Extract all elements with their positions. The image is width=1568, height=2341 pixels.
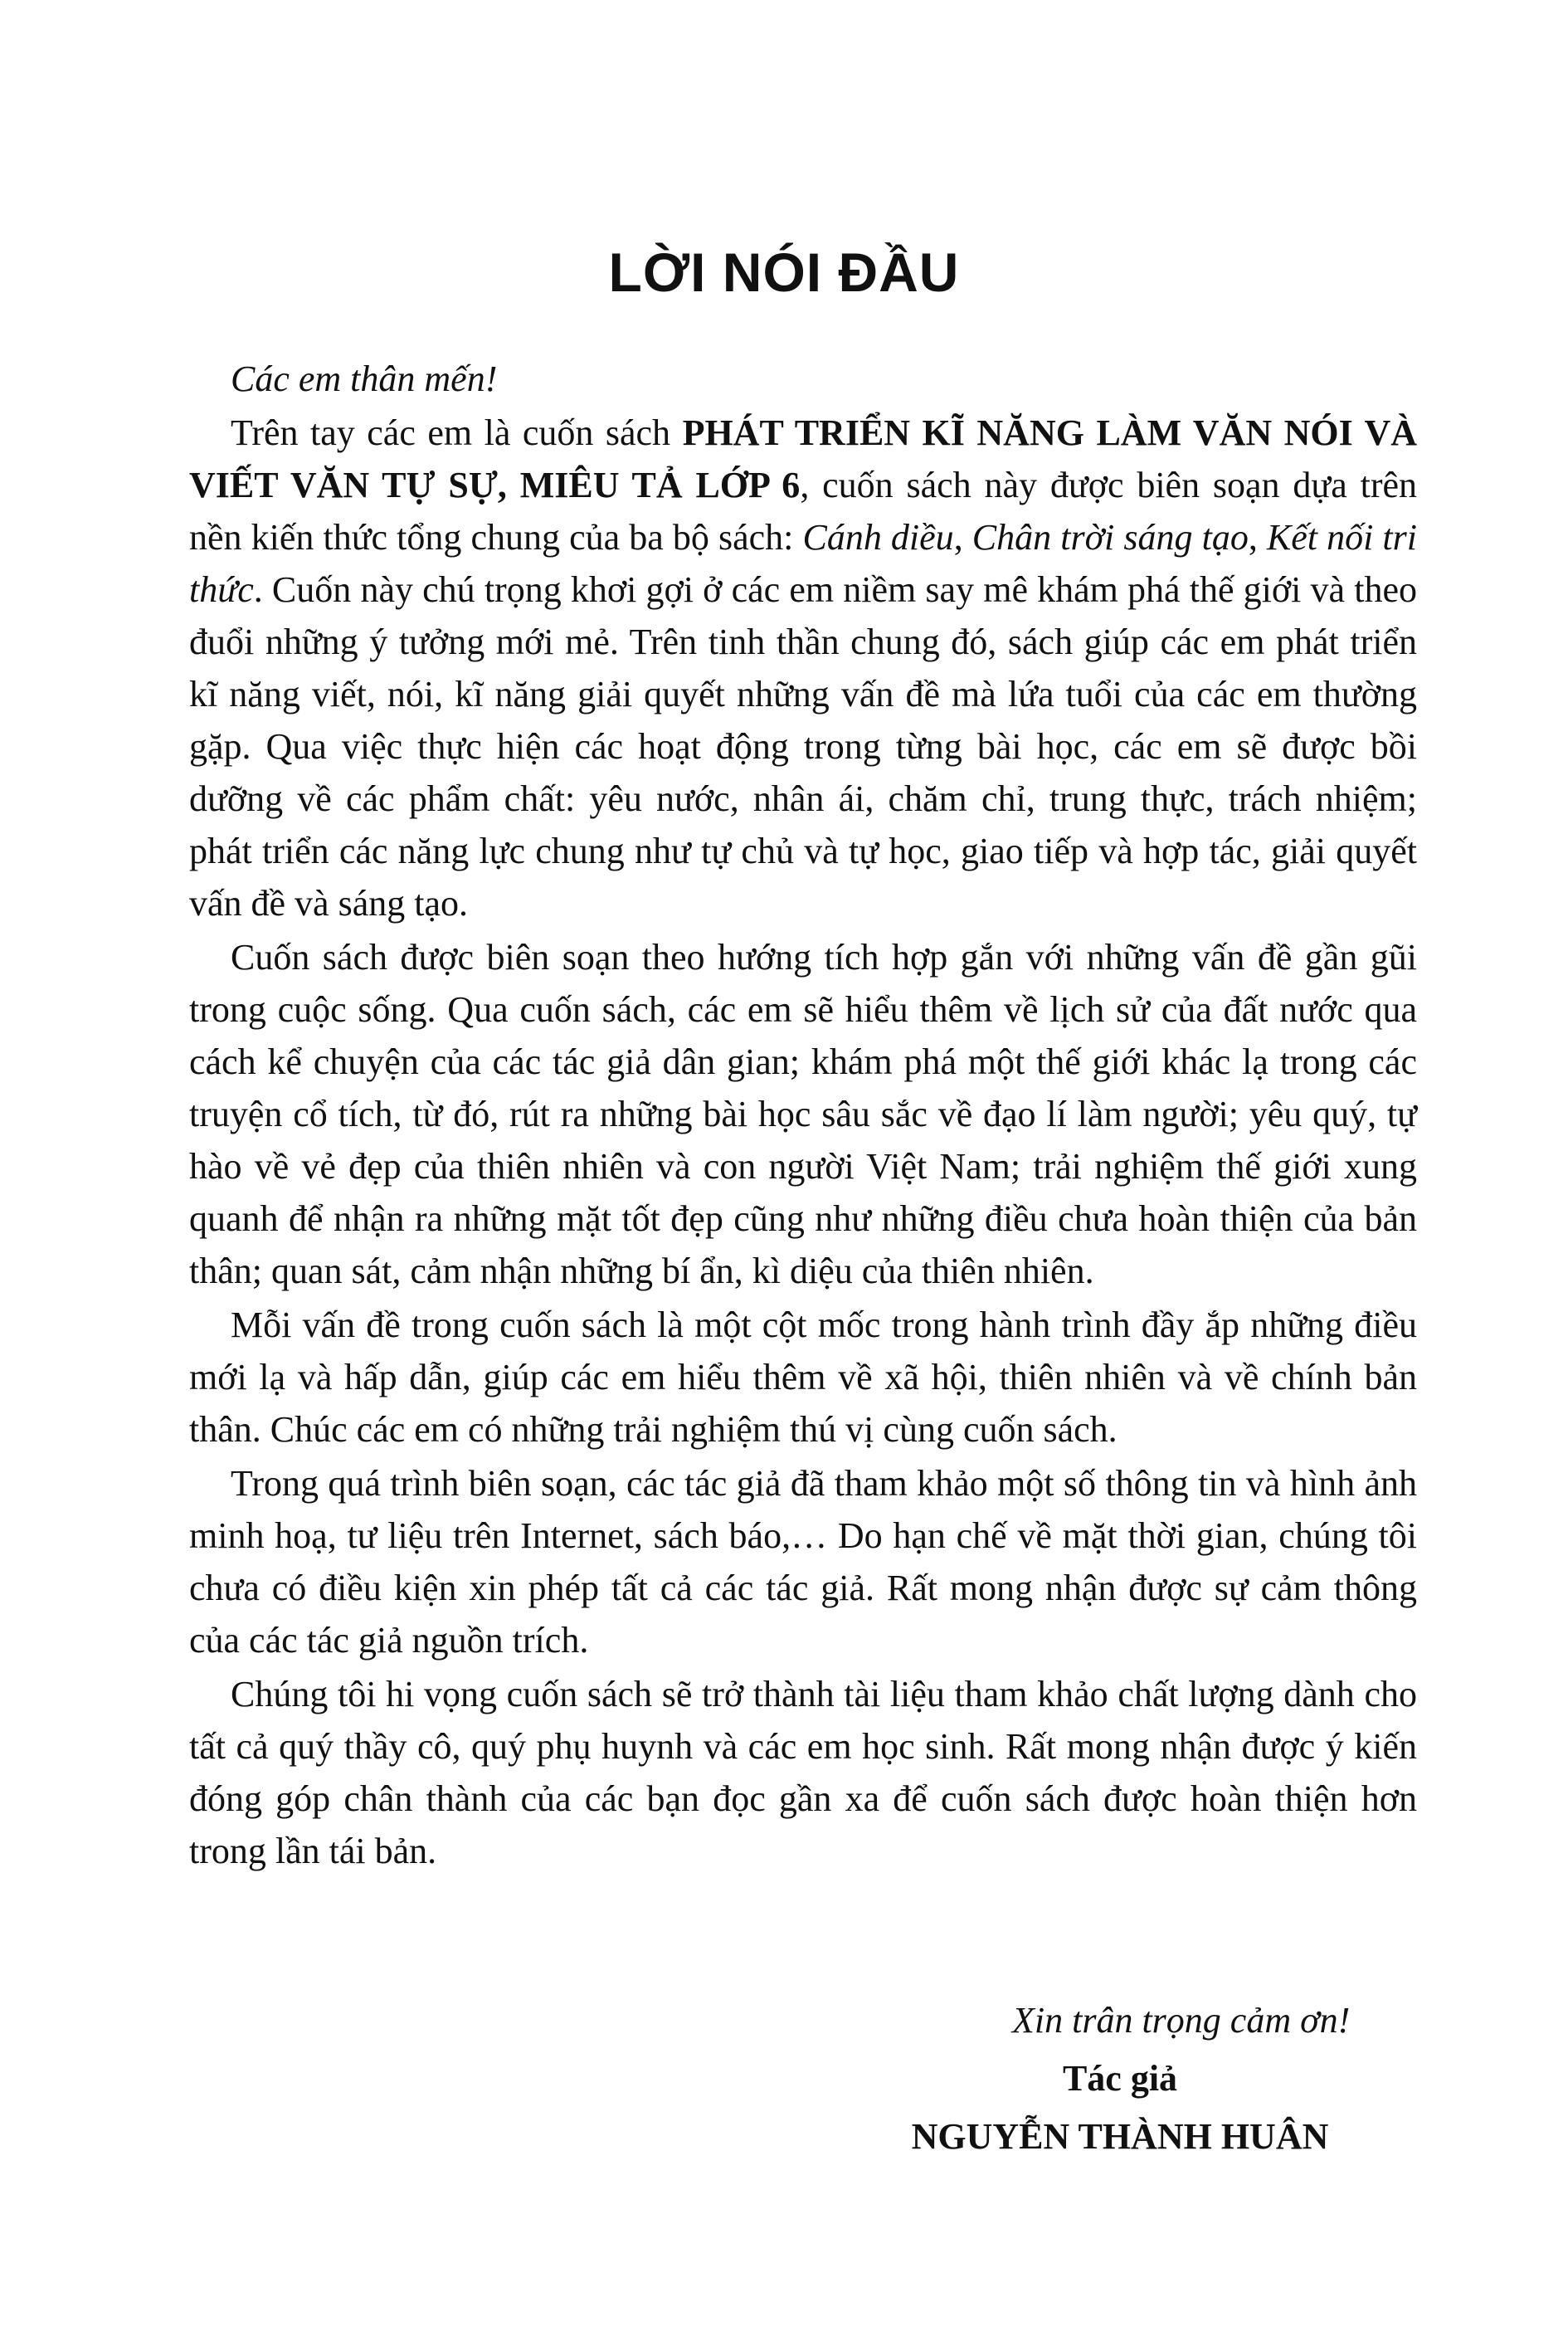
- paragraph-2: Cuốn sách được biên soạn theo hướng tích hợp gắn với những vấn đề gần gũi trong cuộc sống. Qua cuốn sách, các em sẽ hiểu thêm về lịch sử của đất nước qua cách kể chuyện của các tác giả dân gian; khám phá một thế giới khác lạ trong các truyện cổ tích, từ đó, rút ra những bài học sâu sắc về đạo lí làm người; yêu quý, tự hào về vẻ đẹp của thiên nhiên và con người Việt Nam; trải nghiệm thế giới xung quanh để nhận ra những mặt tốt đẹp cũng như những điều chưa hoàn thiện của bản thân; quan sát, cảm nhận những bí ẩn, kì diệu của thiên nhiên.: [189, 937, 1417, 1291]
- series-name-1: Cánh diều: [802, 517, 954, 558]
- book-title: PHÁT TRIỂN KĨ NĂNG LÀM VĂN NÓI VÀ VIẾT VĂN TỰ SỰ, MIÊU TẢ LỚP 6: [189, 412, 1418, 505]
- p1-continuation: , cuốn sách này được biên soạn dựa trên nền kiến thức tổng chung của ba bộ sách:: [189, 465, 1417, 558]
- greeting: Các em thân mến!: [231, 358, 498, 399]
- paragraph-3: Mỗi vấn đề trong cuốn sách là một cột mốc trong hành trình đầy ắp những điều mới lạ và hấp dẫn, giúp các em hiểu thêm về xã hội, thiên nhiên và về chính bản thân. Chúc các em có những trải nghiệm thú vị cùng cuốn sách.: [189, 1305, 1417, 1450]
- author-name: NGUYỄN THÀNH HUÂN: [911, 2116, 1329, 2157]
- author-role: Tác giả: [1062, 2058, 1178, 2099]
- series-name-3: Kết nối tri thức: [189, 517, 1417, 610]
- paragraph-4: Trong quá trình biên soạn, các tác giả đã tham khảo một số thông tin và hình ảnh minh hoạ, tư liệu trên Internet, sách báo,… Do hạn chế về mặt thời gian, chúng tôi chưa có điều kiện xin phép tất cả các tác giả. Rất mong nhận được sự cảm thông của các tác giả nguồn trích.: [189, 1463, 1417, 1661]
- series-separator-1: ,: [953, 517, 972, 558]
- series-name-2: Chân trời sáng tạo: [971, 517, 1249, 558]
- paragraph-1: [189, 407, 1417, 929]
- p1-intro: Trên tay các em là cuốn sách: [231, 412, 683, 453]
- series-separator-2: ,: [1248, 517, 1267, 558]
- page-title: LỜI NÓI ĐẦU: [608, 241, 960, 303]
- preface-body: [189, 353, 1417, 1879]
- p1-rest: . Cuốn này chú trọng khơi gợi ở các em niềm say mê khám phá thế giới và theo đuổi những ý tưởng mới mẻ. Trên tinh thần chung đó, sách giúp các em phát triển kĩ năng viết, nói, kĩ năng giải quyết những vấn đề mà lứa tuổi của các em thường gặp. Qua việc thực hiện các hoạt động trong từng bài học, các em sẽ được bồi dưỡng về các phẩm chất: yêu nước, nhân ái, chăm chỉ, trung thực, trách nhiệm; phát triển các năng lực chung như tự chủ và tự học, giao tiếp và hợp tác, giải quyết vấn đề và sáng tạo.: [189, 569, 1417, 924]
- paragraph-5: Chúng tôi hi vọng cuốn sách sẽ trở thành tài liệu tham khảo chất lượng dành cho tất cả quý thầy cô, quý phụ huynh và các em học sinh. Rất mong nhận được ý kiến đóng góp chân thành của các bạn đọc gần xa để cuốn sách được hoàn thiện hơn trong lần tái bản.: [189, 1674, 1417, 1871]
- closing-thanks: Xin trân trọng cảm ơn!: [1012, 2000, 1351, 2041]
